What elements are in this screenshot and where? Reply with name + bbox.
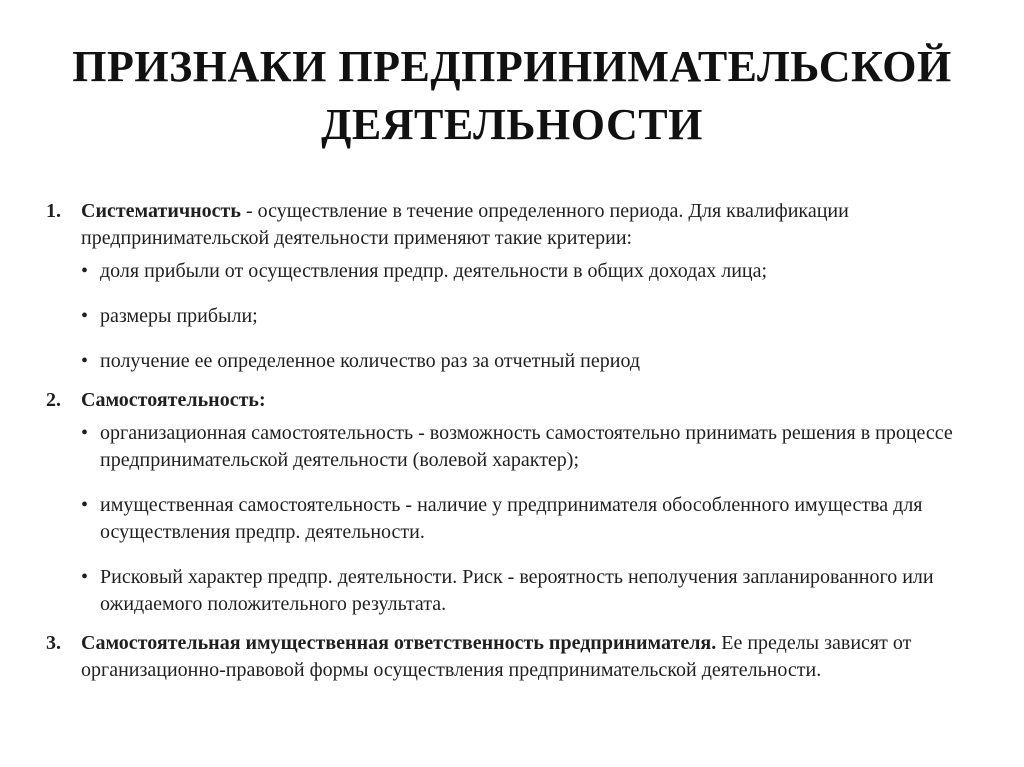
bullet-list <box>81 420 996 618</box>
bullet-item <box>81 258 996 285</box>
item-number: 3. <box>46 632 61 654</box>
title-line-2: ДЕЯТЕЛЬНОСТИ <box>321 100 703 149</box>
item-number: 1. <box>46 200 61 222</box>
list-item-systematic <box>46 198 996 375</box>
list-item-independence <box>46 387 996 618</box>
bullet-list <box>81 258 996 375</box>
content-list <box>46 198 996 684</box>
bullet-icon: • <box>81 422 89 444</box>
bullet-item <box>81 348 996 375</box>
title-line-1: ПРИЗНАКИ ПРЕДПРИНИМАТЕЛЬСКОЙ <box>72 42 952 91</box>
bullet-text: доля прибыли от осуществления предпр. деятельности в общих доходах лица; <box>100 260 768 282</box>
item-text: - осуществление в течение определенного периода. Для квалификации предпринимательской деятельности применяют такие критерии: <box>81 200 849 249</box>
bullet-icon: • <box>81 305 89 327</box>
bullet-icon: • <box>81 566 89 588</box>
bullet-text: организационная самостоятельность - возможность самостоятельно принимать решения в процессе предпринимательской деятельности (волевой характер); <box>100 422 953 471</box>
slide-title <box>0 38 1024 154</box>
bullet-icon: • <box>81 494 89 516</box>
bullet-item <box>81 492 996 546</box>
item-heading: Самостоятельность: <box>81 389 266 411</box>
bullet-icon: • <box>81 350 89 372</box>
item-number: 2. <box>46 389 61 411</box>
item-heading: Самостоятельная имущественная ответственность предпринимателя. <box>81 632 717 654</box>
item-text: Ее пределы зависят от организационно-правовой формы осуществления предпринимательской деятельности. <box>81 632 912 681</box>
bullet-item <box>81 564 996 618</box>
list-item-liability <box>46 630 996 684</box>
bullet-text: получение ее определенное количество раз за отчетный период <box>100 350 641 372</box>
bullet-text: Рисковый характер предпр. деятельности. Риск - вероятность неполучения запланированного или ожидаемого положительного результата. <box>100 566 934 615</box>
bullet-icon: • <box>81 260 89 282</box>
item-heading: Систематичность <box>81 200 241 222</box>
bullet-item <box>81 420 996 474</box>
bullet-item <box>81 303 996 330</box>
bullet-text: размеры прибыли; <box>100 305 258 327</box>
bullet-text: имущественная самостоятельность - наличие у предпринимателя обособленного имущества для осуществления предпр. деятельности. <box>100 494 923 543</box>
